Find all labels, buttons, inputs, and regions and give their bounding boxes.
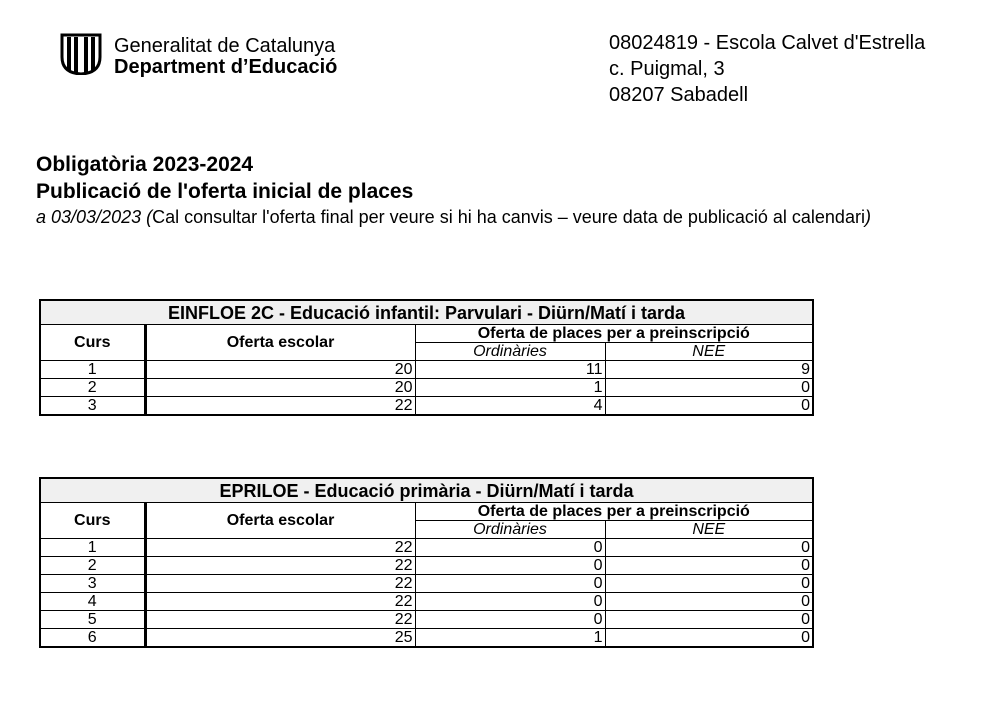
page-subtitle: Publicació de l'oferta inicial de places xyxy=(36,180,414,203)
note-open: ( xyxy=(141,207,153,227)
cell-curs: 4 xyxy=(40,593,145,611)
cell-ordinaries: 0 xyxy=(415,593,605,611)
offer-table-infantil xyxy=(39,299,814,416)
cell-oferta: 22 xyxy=(145,397,415,416)
cell-oferta: 22 xyxy=(145,557,415,575)
cell-ordinaries: 0 xyxy=(415,611,605,629)
organization-name: Generalitat de Catalunya xyxy=(114,35,336,57)
table-row xyxy=(40,557,813,575)
document-heading xyxy=(36,151,871,229)
cell-ordinaries: 0 xyxy=(415,575,605,593)
cell-curs: 2 xyxy=(40,379,145,397)
cell-curs: 1 xyxy=(40,539,145,557)
table-row xyxy=(40,575,813,593)
cell-oferta: 22 xyxy=(145,539,415,557)
generalitat-logo-icon xyxy=(58,33,104,75)
header-ordinaries: Ordinàries xyxy=(415,343,605,361)
cell-nee: 0 xyxy=(605,629,813,648)
organization-block xyxy=(114,36,337,78)
cell-oferta: 22 xyxy=(145,593,415,611)
header-nee: NEE xyxy=(605,343,813,361)
cell-nee: 0 xyxy=(605,379,813,397)
cell-oferta: 20 xyxy=(145,361,415,379)
cell-curs: 1 xyxy=(40,361,145,379)
cell-nee: 9 xyxy=(605,361,813,379)
cell-oferta: 22 xyxy=(145,575,415,593)
table-row xyxy=(40,397,813,416)
publication-date: a 03/03/2023 xyxy=(36,207,142,227)
cell-curs: 2 xyxy=(40,557,145,575)
cell-ordinaries: 0 xyxy=(415,539,605,557)
table-title: EINFLOE 2C - Educació infantil: Parvulari - Diürn/Matí i tarda xyxy=(40,300,813,325)
table-row xyxy=(40,379,813,397)
publication-note xyxy=(36,205,871,229)
header-curs: Curs xyxy=(40,503,145,539)
header-oferta-escolar: Oferta escolar xyxy=(145,325,415,361)
cell-ordinaries: 1 xyxy=(415,629,605,648)
cell-nee: 0 xyxy=(605,593,813,611)
page-title: Obligatòria 2023-2024 xyxy=(36,153,254,176)
cell-curs: 5 xyxy=(40,611,145,629)
cell-curs: 6 xyxy=(40,629,145,648)
cell-nee: 0 xyxy=(605,397,813,416)
cell-nee: 0 xyxy=(605,539,813,557)
cell-nee: 0 xyxy=(605,611,813,629)
header-oferta-preinscripcio: Oferta de places per a preinscripció xyxy=(415,325,813,343)
header-oferta-preinscripcio: Oferta de places per a preinscripció xyxy=(415,503,813,521)
table-row xyxy=(40,539,813,557)
header-ordinaries: Ordinàries xyxy=(415,521,605,539)
cell-curs: 3 xyxy=(40,397,145,416)
cell-ordinaries: 1 xyxy=(415,379,605,397)
school-address-block xyxy=(609,30,925,108)
table-row xyxy=(40,361,813,379)
note-close: ) xyxy=(864,207,871,227)
header-nee: NEE xyxy=(605,521,813,539)
offer-table-primaria xyxy=(39,477,814,648)
cell-ordinaries: 0 xyxy=(415,557,605,575)
cell-oferta: 25 xyxy=(145,629,415,648)
header-oferta-escolar: Oferta escolar xyxy=(145,503,415,539)
header-curs: Curs xyxy=(40,325,145,361)
school-street: c. Puigmal, 3 xyxy=(609,58,725,80)
school-code-name: 08024819 - Escola Calvet d'Estrella xyxy=(609,32,926,54)
cell-ordinaries: 4 xyxy=(415,397,605,416)
cell-ordinaries: 11 xyxy=(415,361,605,379)
school-postal-city: 08207 Sabadell xyxy=(609,84,749,106)
cell-nee: 0 xyxy=(605,557,813,575)
table-row xyxy=(40,593,813,611)
table-row xyxy=(40,611,813,629)
department-name: Department d’Educació xyxy=(114,56,338,78)
table-row xyxy=(40,629,813,648)
cell-oferta: 22 xyxy=(145,611,415,629)
table-title: EPRILOE - Educació primària - Diürn/Matí i tarda xyxy=(40,478,813,503)
cell-nee: 0 xyxy=(605,575,813,593)
note-text: Cal consultar l'oferta final per veure si hi ha canvis – veure data de publicació al calendari xyxy=(152,207,865,227)
cell-oferta: 20 xyxy=(145,379,415,397)
cell-curs: 3 xyxy=(40,575,145,593)
